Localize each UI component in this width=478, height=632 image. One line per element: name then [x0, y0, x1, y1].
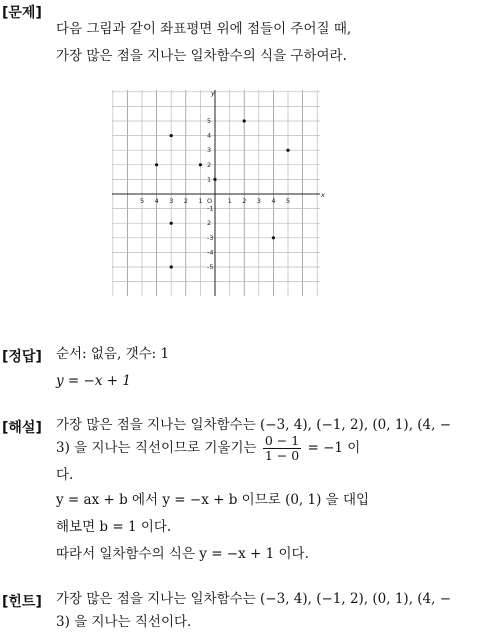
data-point — [155, 163, 158, 166]
fraction-denominator: 1 − 0 — [264, 448, 300, 463]
data-point — [170, 134, 173, 137]
y-tick-label: -1 — [207, 204, 214, 213]
y-axis-label: y — [211, 89, 215, 97]
explanation-line-4: y = ax + b 에서 y = −x + b 이므로 (0, 1) 을 대입 — [56, 492, 370, 508]
explanation-line-6: 따라서 일차함수의 식은 y = −x + 1 이다. — [56, 546, 309, 562]
explanation-line-1: 가장 많은 점을 지나는 일차함수는 (−3, 4), (−1, 2), (0, 1), (4, − — [56, 417, 452, 433]
explanation-line-5: 해보면 b = 1 이다. — [56, 519, 172, 535]
explanation-line-2-result: = −1 이 — [303, 440, 361, 456]
data-point — [286, 149, 289, 152]
origin-label: O — [207, 197, 213, 205]
x-tick-label: 2 — [183, 197, 188, 205]
y-tick-label: 5 — [207, 117, 212, 125]
answer-line-1: 순서: 없음, 갯수: 1 — [56, 346, 170, 362]
hint-line-1: 가장 많은 점을 지나는 일차함수는 (−3, 4), (−1, 2), (0, 1), (4, − — [56, 591, 452, 607]
x-tick-label: 4 — [154, 197, 159, 205]
x-tick-label: 3 — [169, 197, 174, 205]
y-tick-label: 2 — [207, 160, 212, 169]
y-tick-label: -4 — [207, 248, 214, 257]
x-tick-label: 5 — [286, 197, 291, 205]
x-tick-label: 5 — [140, 197, 145, 205]
data-point — [170, 222, 173, 225]
answer-equation: y = −x + 1 — [56, 373, 131, 389]
problem-label: [문제] — [2, 5, 42, 21]
x-axis-label: x — [321, 191, 325, 199]
x-tick-label: 1 — [227, 197, 232, 205]
y-tick-label: 4 — [207, 131, 212, 140]
y-tick-label: -5 — [207, 263, 214, 271]
y-tick-label: 2 — [207, 219, 212, 228]
data-point — [213, 178, 216, 181]
explanation-line-2-text: 3) 을 지나는 직선이므로 기울기는 — [56, 440, 261, 456]
x-tick-label: 2 — [242, 197, 247, 205]
hint-line-2: 3) 을 지나는 직선이다. — [56, 614, 192, 630]
x-tick-label: 4 — [271, 197, 276, 205]
problem-line-1: 다음 그림과 같이 좌표평면 위에 점들이 주어질 때, — [56, 21, 352, 37]
answer-label: [정답] — [2, 349, 42, 365]
data-point — [170, 265, 173, 268]
y-tick-label: 3 — [207, 146, 212, 155]
slope-fraction — [263, 434, 301, 463]
explanation-line-3: 다. — [56, 467, 74, 483]
explanation-line-2 — [56, 434, 360, 463]
x-tick-label: 1 — [198, 197, 203, 205]
data-point — [243, 119, 246, 122]
x-tick-label: 3 — [256, 197, 261, 205]
fraction-numerator: 0 − 1 — [264, 433, 300, 448]
data-point — [272, 236, 275, 239]
coordinate-plane — [110, 88, 330, 300]
y-tick-label: 1 — [207, 175, 212, 184]
problem-line-2: 가장 많은 점을 지나는 일차함수의 식을 구하여라. — [56, 48, 347, 64]
explanation-label: [해설] — [2, 420, 42, 436]
hint-label: [힌트] — [2, 594, 42, 610]
y-tick-label: -3 — [207, 233, 214, 242]
data-point — [199, 163, 202, 166]
